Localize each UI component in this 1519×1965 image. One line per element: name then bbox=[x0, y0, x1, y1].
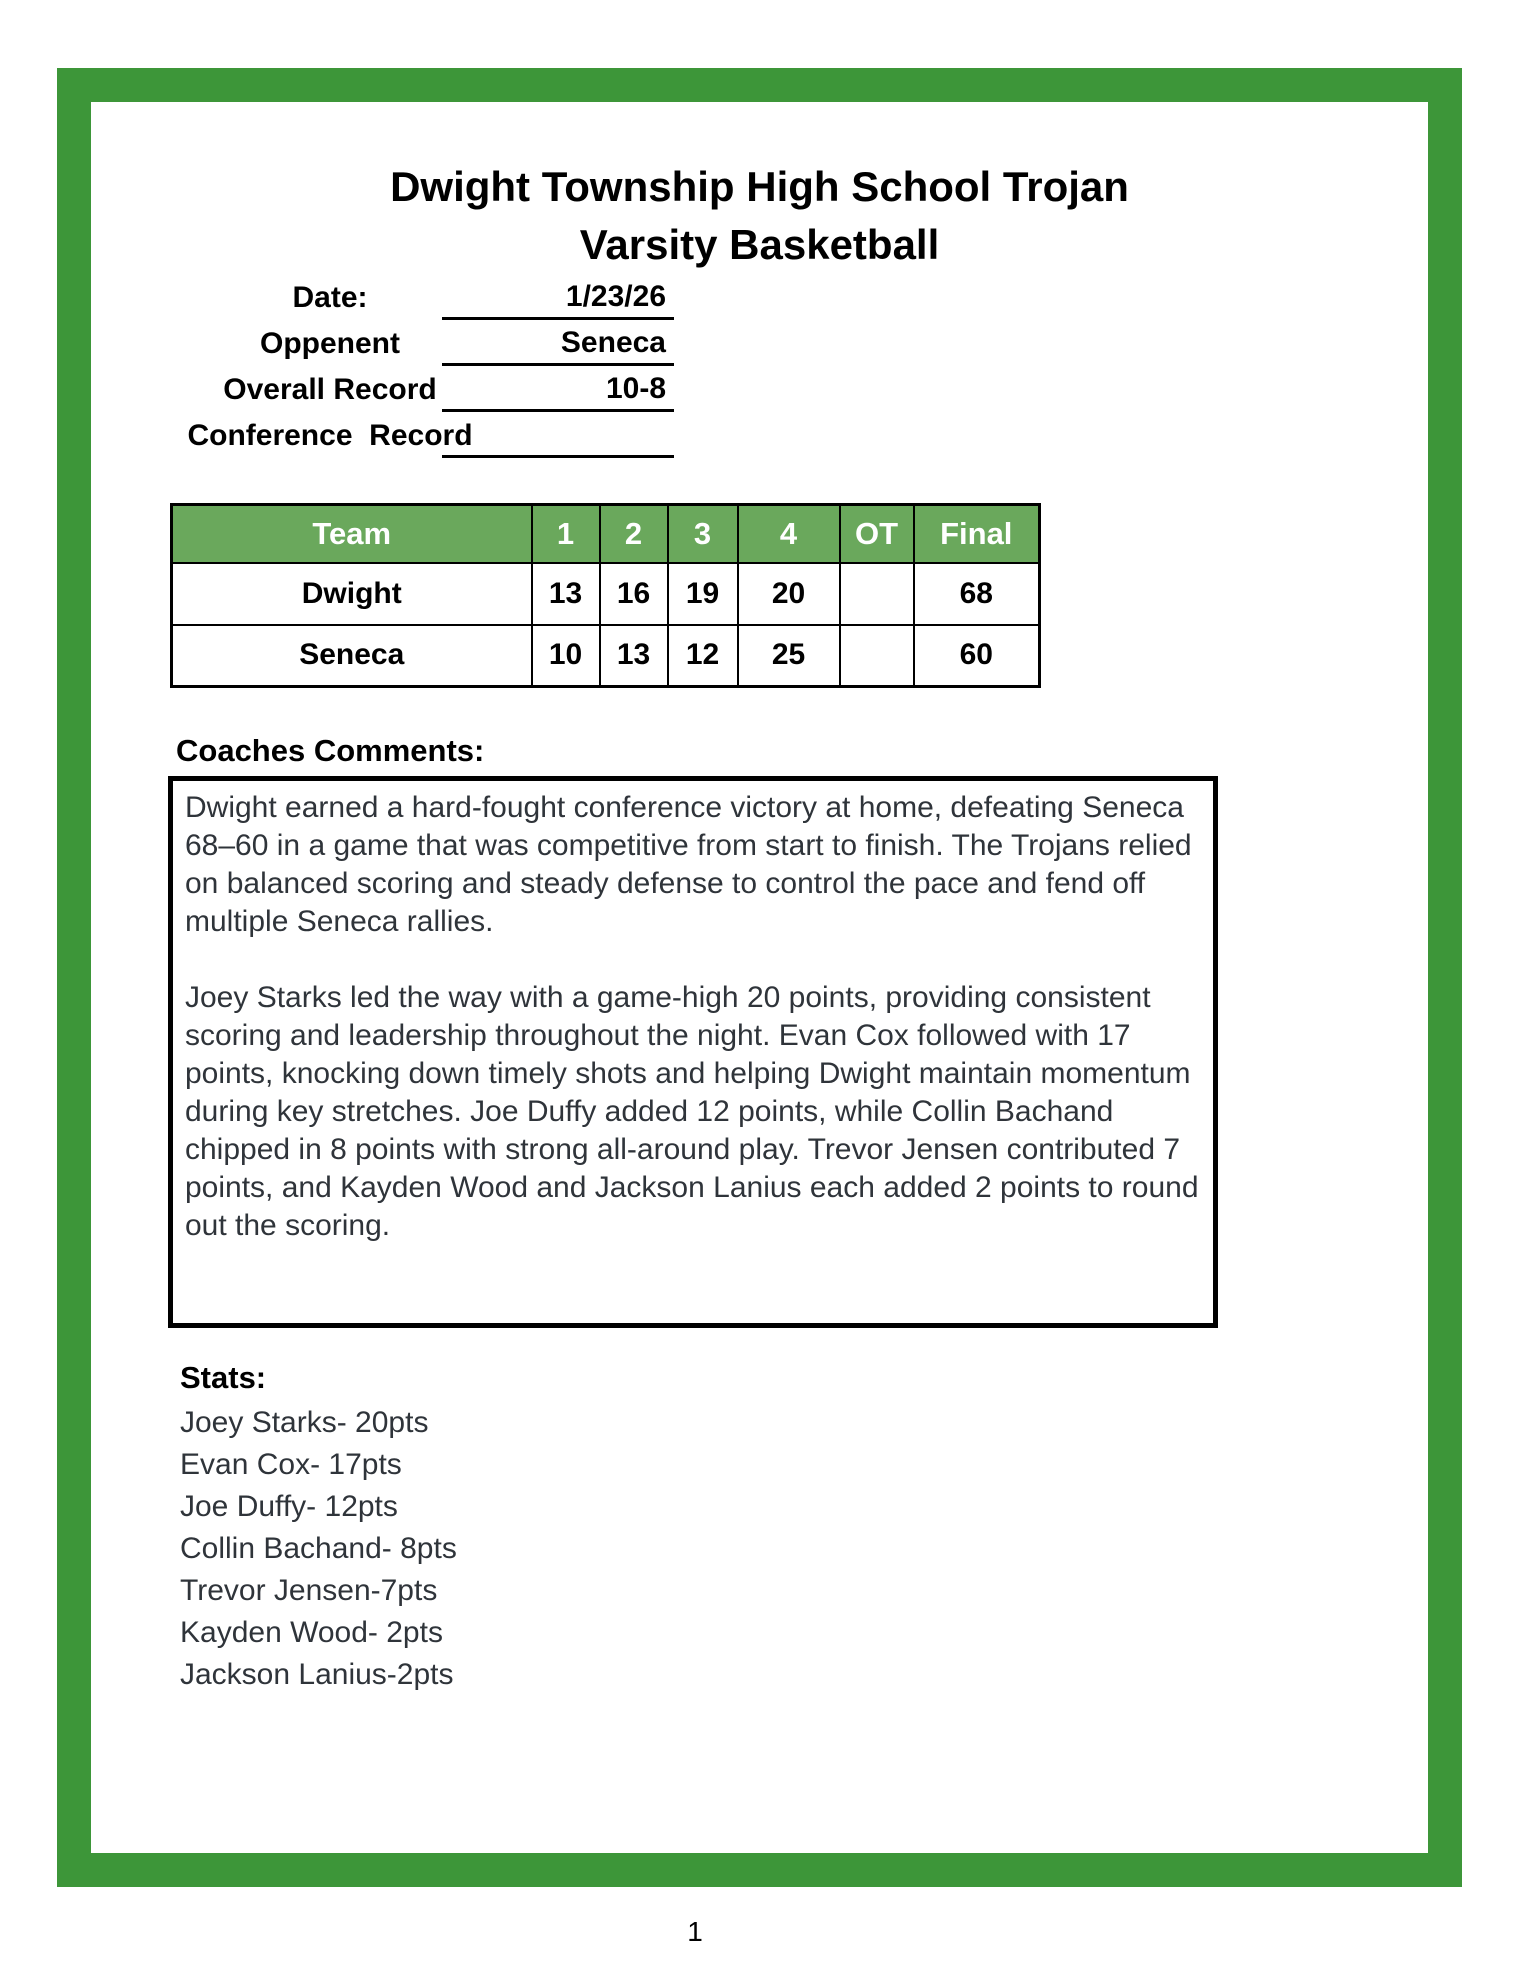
score-table-header-row bbox=[172, 505, 1040, 563]
header-team: Team bbox=[172, 505, 532, 563]
quarter-score-cell: 12 bbox=[668, 625, 738, 687]
form-row-opponent bbox=[0, 324, 1519, 370]
opponent-value: Seneca bbox=[442, 324, 674, 366]
overall-record-label: Overall Record bbox=[223, 373, 437, 406]
team-name-cell: Seneca bbox=[172, 625, 532, 687]
quarter-score-cell: 13 bbox=[532, 563, 600, 625]
conference-record-value bbox=[442, 416, 674, 458]
quarter-score-cell: 19 bbox=[668, 563, 738, 625]
stat-line: Joe Duffy- 12pts bbox=[180, 1490, 398, 1523]
comments-paragraph-2: Joey Starks led the way with a game-high 20 points, providing consistent scoring and leadership throughout the night. Evan Cox followed with 17 points, knocking down timely shots and helping Dwight maintain momentum during key stretches. Joe Duffy added 12 points, while Collin Bachand chipped in 8 points with strong all-around play. Trevor Jensen contributed 7 points, and Kayden Wood and Jackson Lanius each added 2 points to round out the scoring. bbox=[185, 981, 1199, 1242]
stat-line: Jackson Lanius-2pts bbox=[180, 1658, 454, 1691]
header-ot: OT bbox=[840, 505, 914, 563]
stat-line: Collin Bachand- 8pts bbox=[180, 1532, 457, 1565]
header-q3: 3 bbox=[668, 505, 738, 563]
conference-record-label: Conference Record bbox=[187, 419, 473, 452]
header-final: Final bbox=[914, 505, 1040, 563]
score-table bbox=[170, 503, 1041, 688]
ot-score-cell bbox=[840, 563, 914, 625]
opponent-label: Oppenent bbox=[260, 327, 400, 360]
quarter-score-cell: 10 bbox=[532, 625, 600, 687]
stats-heading: Stats: bbox=[180, 1360, 267, 1395]
ot-score-cell bbox=[840, 625, 914, 687]
final-score-cell: 68 bbox=[914, 563, 1040, 625]
quarter-score-cell: 20 bbox=[738, 563, 840, 625]
stat-line: Kayden Wood- 2pts bbox=[180, 1616, 443, 1649]
stat-line: Joey Starks- 20pts bbox=[180, 1406, 429, 1439]
overall-record-value: 10-8 bbox=[442, 370, 674, 412]
table-row-dwight bbox=[172, 563, 1040, 625]
document-title-line2: Varsity Basketball bbox=[579, 221, 940, 268]
final-score-cell: 60 bbox=[914, 625, 1040, 687]
stat-line: Trevor Jensen-7pts bbox=[180, 1574, 438, 1607]
comments-paragraph-1: Dwight earned a hard-fought conference victory at home, defeating Seneca 68–60 in a game that was competitive from start to finish. The Trojans relied on balanced scoring and steady defense to control the pace and fend off multiple Seneca rallies. bbox=[185, 791, 1192, 938]
document-title-line1: Dwight Township High School Trojan bbox=[390, 163, 1129, 210]
date-value: 1/23/26 bbox=[442, 278, 674, 320]
header-q2: 2 bbox=[600, 505, 668, 563]
coaches-comments-heading: Coaches Comments: bbox=[176, 733, 485, 768]
quarter-score-cell: 16 bbox=[600, 563, 668, 625]
form-row-date bbox=[0, 278, 1519, 324]
quarter-score-cell: 13 bbox=[600, 625, 668, 687]
form-row-overall-record bbox=[0, 370, 1519, 416]
stats-list bbox=[180, 1402, 457, 1696]
header-q1: 1 bbox=[532, 505, 600, 563]
header-q4: 4 bbox=[738, 505, 840, 563]
coaches-comments-box bbox=[168, 776, 1218, 1328]
form-row-conference-record bbox=[0, 416, 1519, 462]
date-label: Date: bbox=[292, 281, 368, 314]
table-row-seneca bbox=[172, 625, 1040, 687]
page-number: 1 bbox=[687, 1916, 703, 1947]
team-name-cell: Dwight bbox=[172, 563, 532, 625]
quarter-score-cell: 25 bbox=[738, 625, 840, 687]
stat-line: Evan Cox- 17pts bbox=[180, 1448, 402, 1481]
